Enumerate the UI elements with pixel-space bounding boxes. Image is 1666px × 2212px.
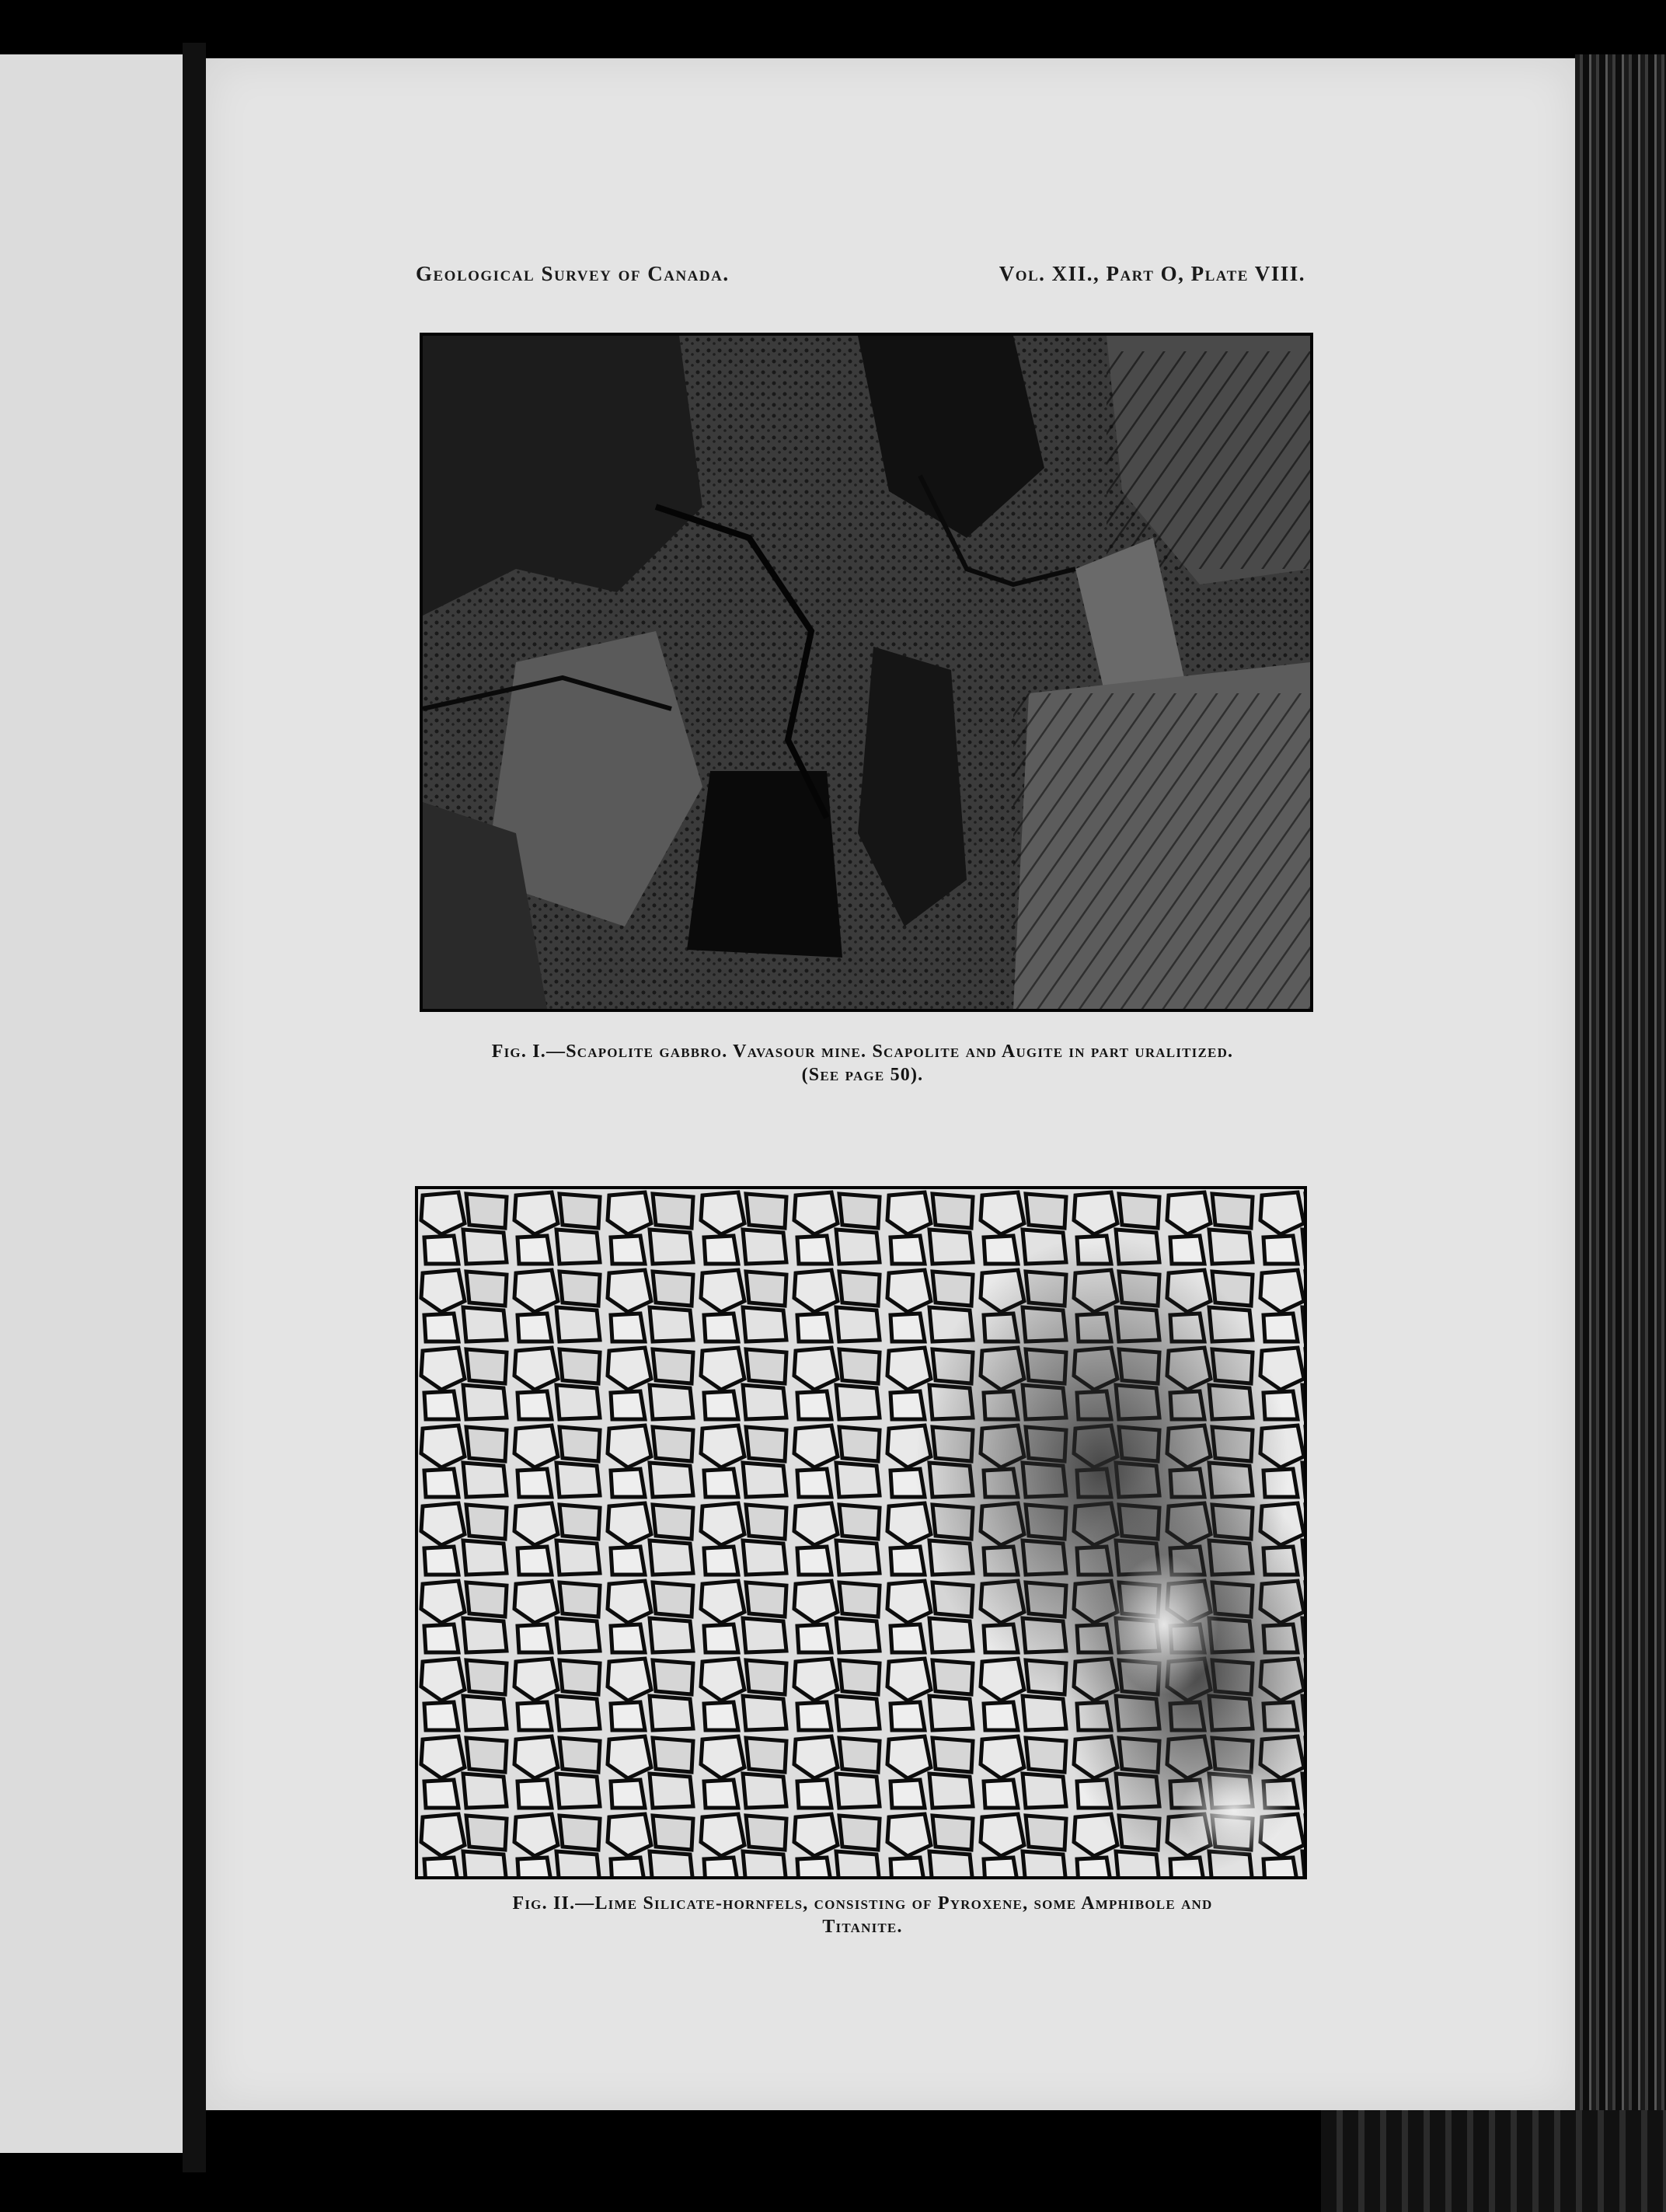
- figure-1-image: [423, 336, 1310, 1009]
- figure-1-caption-line-1: Fig. I.—Scapolite gabbro. Vavasour mine. Scapolite and Augite in part uralitized.: [491, 1041, 1234, 1062]
- figure-2-caption: [373, 1892, 1352, 1938]
- verso-page: [0, 54, 183, 2153]
- figure-2-image: [418, 1189, 1304, 1876]
- running-head: [416, 256, 1305, 291]
- book-edge-bottom: [1321, 2110, 1666, 2212]
- figure-2-caption-line-1: Fig. II.—Lime Silicate-hornfels, consisting of Pyroxene, some Amphibole and: [512, 1893, 1213, 1914]
- figure-1-photomicrograph: [420, 333, 1313, 1012]
- running-head-right: Vol. XII., Part O, Plate VIII.: [999, 261, 1305, 285]
- figure-1-caption-line-2: (See page 50).: [801, 1065, 924, 1085]
- figure-2-caption-line-2: Titanite.: [822, 1917, 903, 1937]
- book-gutter: [183, 43, 206, 2172]
- book-edge: [1575, 54, 1666, 2153]
- figure-2-photomicrograph: [415, 1186, 1307, 1879]
- running-head-left: Geological Survey of Canada.: [416, 261, 730, 285]
- figure-1-caption: [373, 1040, 1352, 1087]
